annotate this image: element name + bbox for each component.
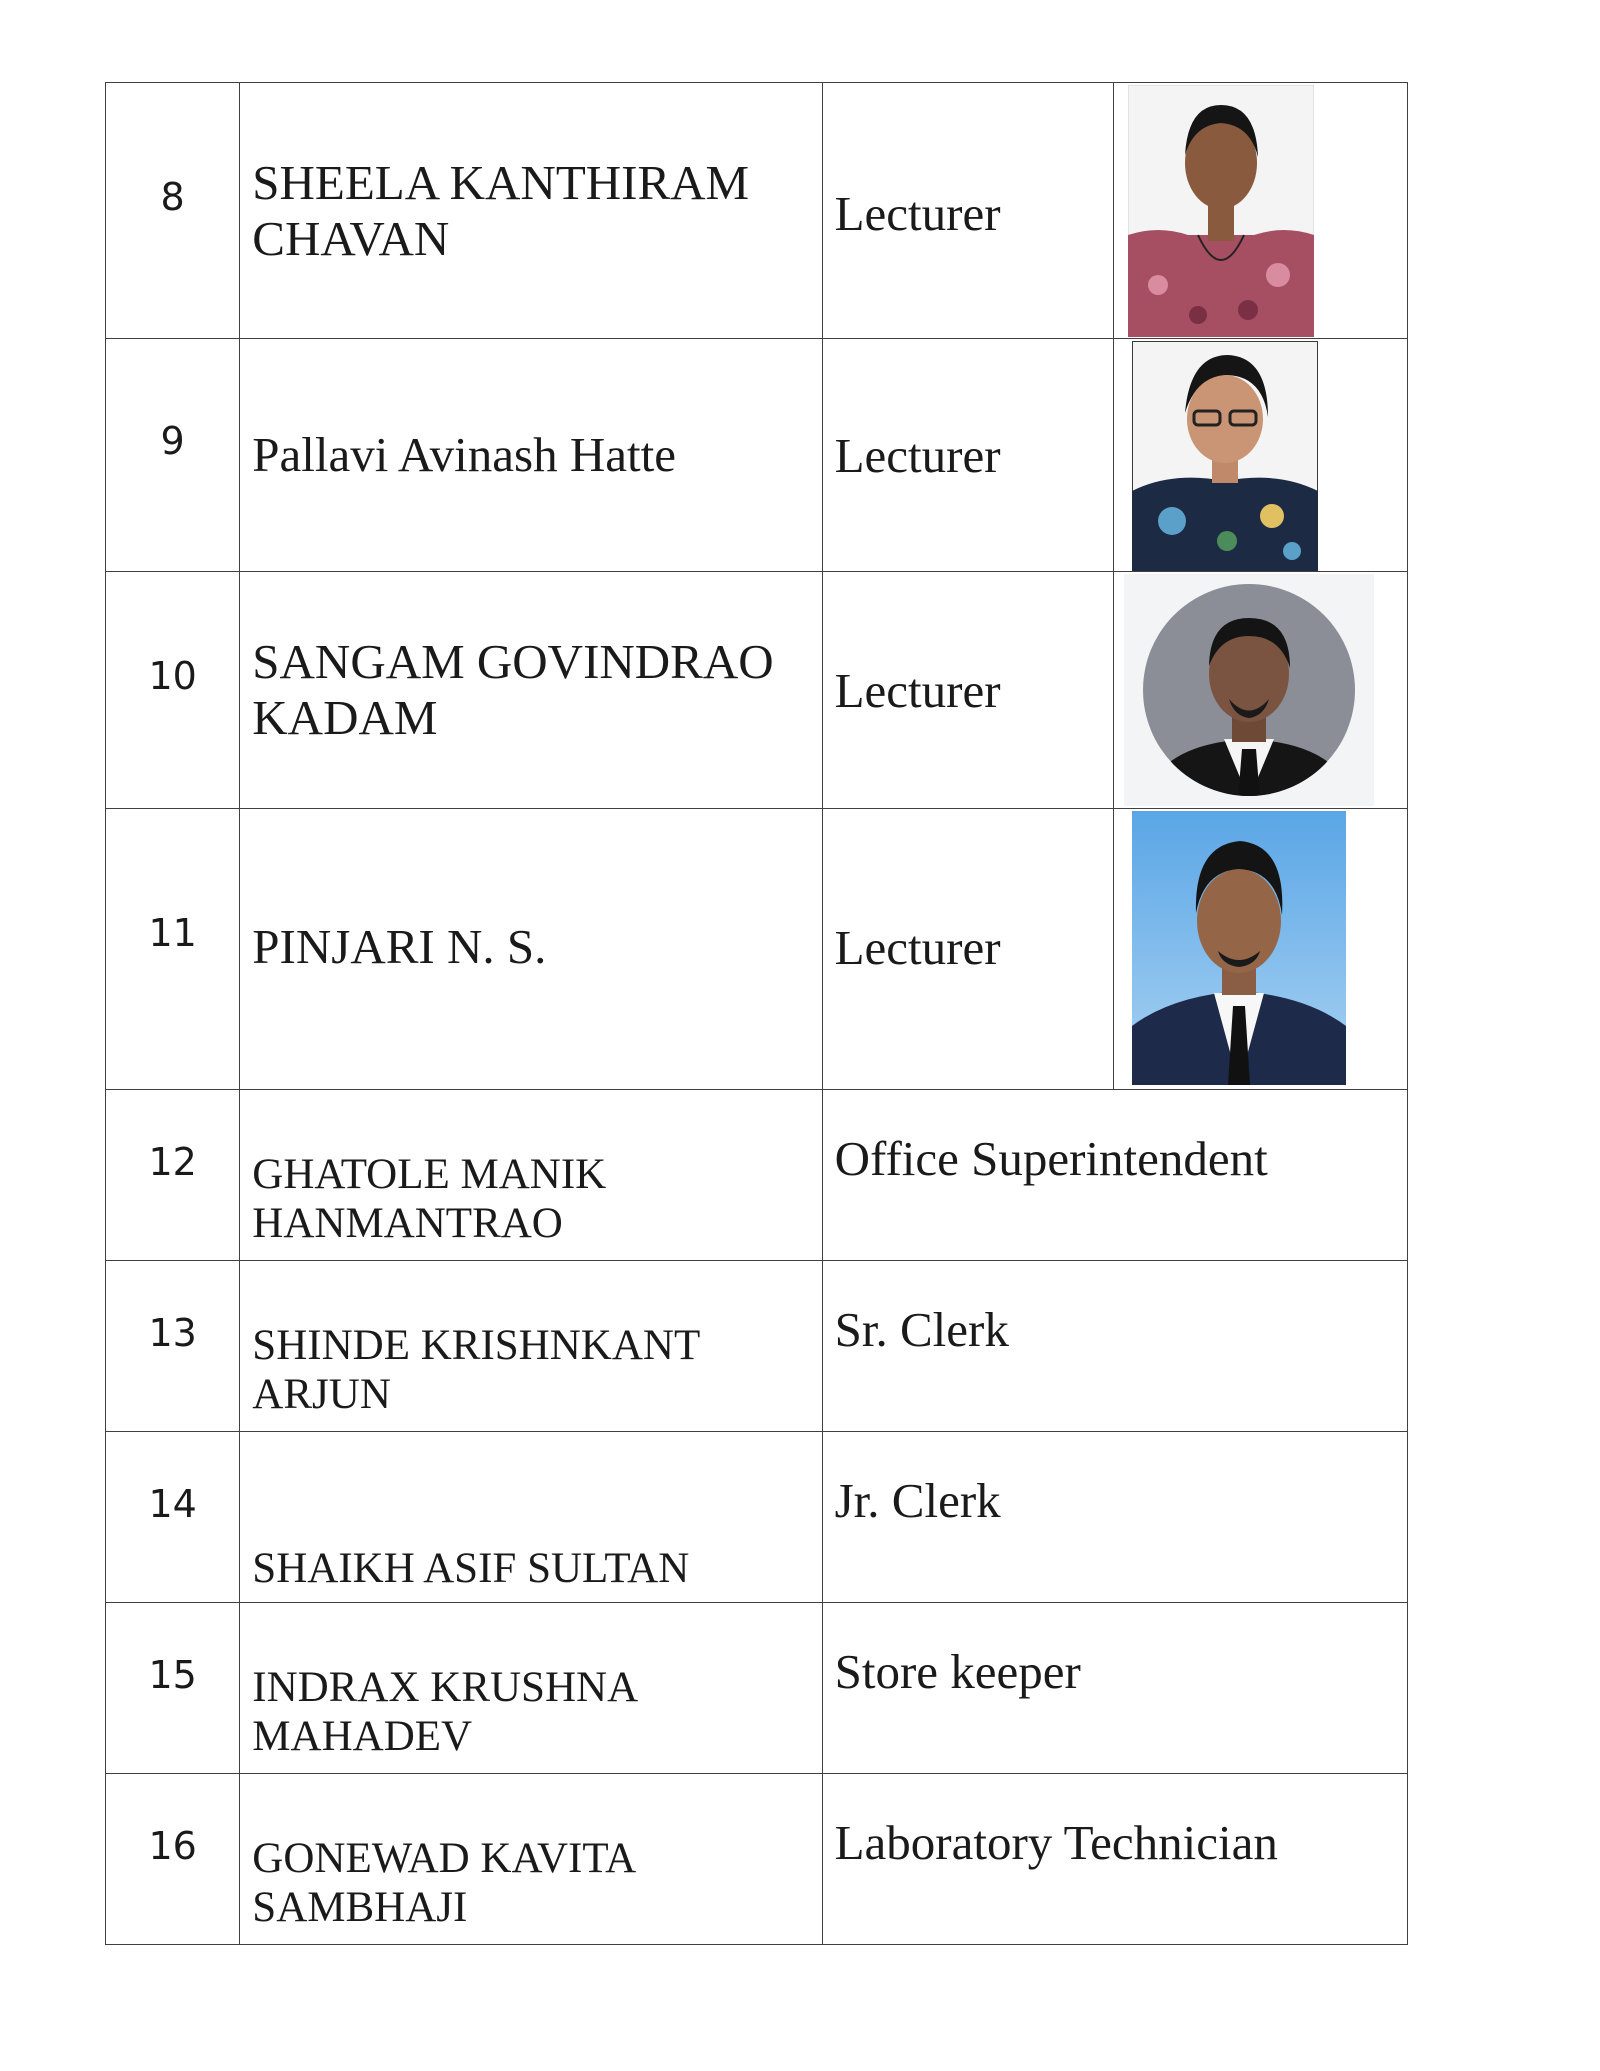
staff-designation: Lecturer — [834, 920, 1001, 975]
serial-cell — [106, 1090, 240, 1261]
designation-cell — [822, 1603, 1407, 1774]
serial-number: 10 — [148, 654, 197, 698]
table-row — [106, 83, 1408, 339]
staff-designation: Jr. Clerk — [834, 1473, 1001, 1528]
name-cell — [240, 809, 822, 1090]
name-cell — [240, 1432, 822, 1603]
designation-cell — [822, 1774, 1407, 1945]
staff-table — [105, 82, 1408, 1945]
staff-designation: Lecturer — [834, 428, 1001, 483]
staff-name: SHINDE KRISHNKANT ARJUN — [252, 1322, 700, 1419]
table-row — [106, 1603, 1408, 1774]
designation-cell — [822, 1261, 1407, 1432]
staff-name: GONEWAD KAVITA SAMBHAJI — [252, 1835, 634, 1932]
staff-designation: Laboratory Technician — [834, 1815, 1278, 1870]
staff-name: SANGAM GOVINDRAO KADAM — [252, 634, 774, 746]
name-cell — [240, 1774, 822, 1945]
photo-cell — [1114, 339, 1408, 572]
staff-designation: Store keeper — [834, 1644, 1081, 1699]
name-cell — [240, 83, 822, 339]
photo-cell — [1114, 83, 1408, 339]
serial-cell — [106, 1432, 240, 1603]
table-row — [106, 1090, 1408, 1261]
serial-number: 9 — [160, 419, 185, 463]
male-staff-photo-blue — [1132, 811, 1407, 1085]
male-staff-photo-circle — [1124, 574, 1407, 806]
staff-name: SHAIKH ASIF SULTAN — [252, 1545, 690, 1592]
serial-cell — [106, 572, 240, 809]
staff-name: SHEELA KANTHIRAM CHAVAN — [252, 155, 750, 267]
table-row — [106, 1774, 1408, 1945]
serial-number: 8 — [160, 175, 185, 219]
staff-name: GHATOLE MANIK HANMANTRAO — [252, 1151, 607, 1248]
serial-cell — [106, 1261, 240, 1432]
name-cell — [240, 1090, 822, 1261]
serial-cell — [106, 809, 240, 1090]
serial-number: 15 — [148, 1653, 197, 1697]
photo-cell — [1114, 809, 1408, 1090]
table-row — [106, 572, 1408, 809]
table-row — [106, 809, 1408, 1090]
table-row — [106, 1261, 1408, 1432]
serial-cell — [106, 1774, 240, 1945]
name-cell — [240, 339, 822, 572]
designation-cell — [822, 1090, 1407, 1261]
name-cell — [240, 572, 822, 809]
photo-cell — [1114, 572, 1408, 809]
staff-name: Pallavi Avinash Hatte — [252, 427, 676, 482]
designation-cell — [822, 1432, 1407, 1603]
name-cell — [240, 1603, 822, 1774]
serial-number: 12 — [148, 1140, 197, 1184]
designation-cell — [822, 572, 1114, 809]
name-cell — [240, 1261, 822, 1432]
staff-designation: Lecturer — [834, 186, 1001, 241]
staff-name: INDRAX KRUSHNA MAHADEV — [252, 1664, 636, 1761]
staff-designation: Lecturer — [834, 663, 1001, 718]
table-row — [106, 339, 1408, 572]
staff-name: PINJARI N. S. — [252, 919, 547, 974]
designation-cell — [822, 809, 1114, 1090]
staff-designation: Office Superintendent — [834, 1131, 1268, 1186]
female-staff-photo — [1128, 85, 1407, 337]
serial-number: 16 — [148, 1824, 197, 1868]
serial-cell — [106, 1603, 240, 1774]
staff-designation: Sr. Clerk — [834, 1302, 1009, 1357]
female-staff-photo-glasses — [1132, 341, 1407, 571]
serial-number: 13 — [148, 1311, 197, 1355]
serial-number: 14 — [148, 1482, 197, 1526]
designation-cell — [822, 83, 1114, 339]
table-row — [106, 1432, 1408, 1603]
designation-cell — [822, 339, 1114, 572]
serial-cell — [106, 83, 240, 339]
serial-number: 11 — [148, 911, 197, 955]
serial-cell — [106, 339, 240, 572]
